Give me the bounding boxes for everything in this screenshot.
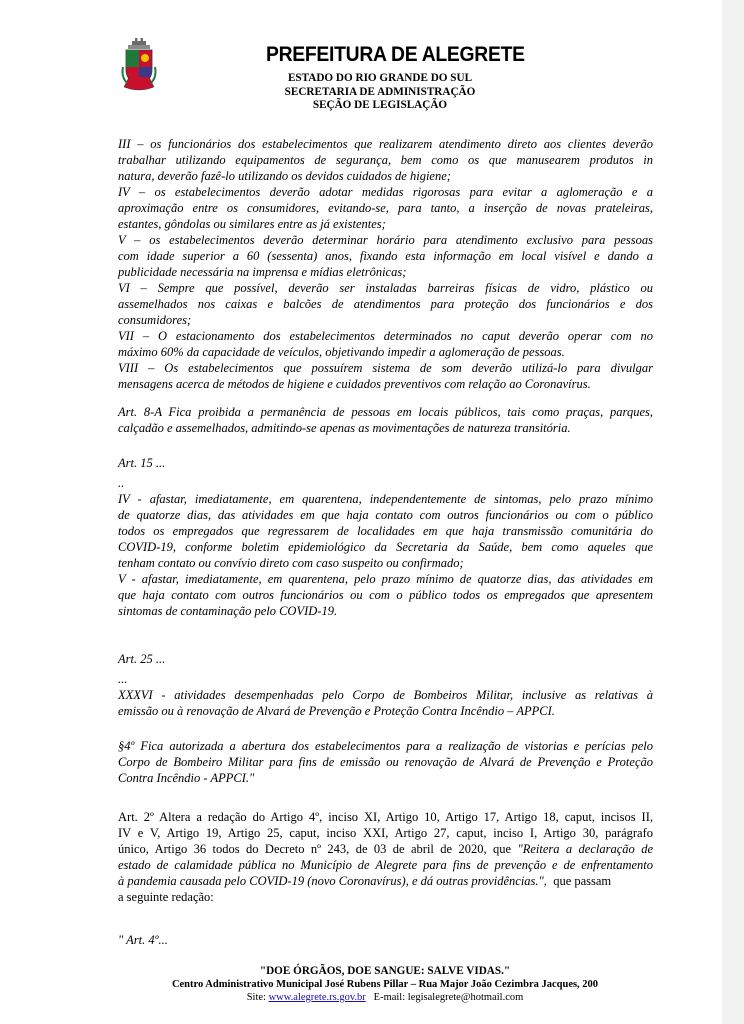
inciso-viii-line: VIII – Os estabelecimentos que possuírem sistema de som deverão utilizá-lo para divulgar <box>118 361 653 375</box>
right-scroll-gutter <box>722 0 744 1024</box>
footer <box>120 965 650 1004</box>
art-25-ellipsis: ... <box>118 672 128 686</box>
art-2-line: IV e V, Artigo 19, Artigo 25, caput, inciso XXI, Artigo 27, caput, inciso I, Artigo 30, parágrafo <box>118 826 653 840</box>
art-8a-paragraph <box>118 404 653 436</box>
header-secretariat: SECRETARIA DE ADMINISTRAÇÃO <box>284 86 476 98</box>
inciso-iv-line: estantes, gôndolas ou similares entre as já existentes; <box>118 217 386 231</box>
paragraph-4-line: Contra Incêndio - APPCI." <box>118 771 255 785</box>
inciso-vii-line: VII – O estacionamento dos estabelecimentos determinados no caput deverão operar com no <box>118 329 653 343</box>
inciso-v-line: com idade superior a 60 (sessenta) anos, fixando esta informação em local visível e dando a <box>118 249 653 263</box>
art-15-heading: Art. 15 ... <box>118 456 166 470</box>
header-state: ESTADO DO RIO GRANDE DO SUL <box>287 72 473 84</box>
header-section: SEÇÃO DE LEGISLAÇÃO <box>312 99 448 111</box>
art-15-iv-line: de quatorze dias, das atividades em que haja contato com outros funcionários ou com o público <box>118 508 653 522</box>
inciso-v-line: V – os estabelecimentos deverão determinar horário para atendimento exclusivo para pessoas <box>118 233 653 247</box>
art-2-line <box>118 873 653 889</box>
inciso-vi-line: assemelhados nos caixas e balcões de atendimentos para proteção dos funcionários e dos <box>118 297 653 311</box>
art-15-v-line: sintomas de contaminação pelo COVID-19. <box>118 604 338 618</box>
footer-slogan: "DOE ÓRGÃOS, DOE SANGUE: SALVE VIDAS." <box>259 965 511 977</box>
art-15-iv-line: todos os empregados que regressarem de localidades em que haja transmissão comunitária do <box>118 524 653 538</box>
art-15-ellipsis: .. <box>118 476 125 490</box>
site-link[interactable]: www.alegrete.rs.gov.br <box>268 992 366 1003</box>
art-2-quote-text: "Reitera a declaração de <box>517 842 653 856</box>
inciso-iii-line: trabalhar utilizando equipamentos de segurança, bem como os que manusearem produtos in <box>118 153 653 167</box>
art-15-iv-line: COVID-19, conforme boletim epidemiológico da Secretaria da Saúde, bem como aqueles que <box>118 540 653 554</box>
email-address[interactable]: legisalegrete@hotmail.com <box>407 992 524 1003</box>
art-15-iv-line: tenham contato ou convívio direto com caso suspeito ou confirmado; <box>118 556 464 570</box>
art-8a-line: Art. 8-A Fica proibida a permanência de pessoas em locais públicos, tais como praças, parques, <box>118 405 653 419</box>
incisos-block <box>118 136 653 392</box>
footer-contact <box>120 991 650 1004</box>
art-2-text: que passam <box>546 874 612 888</box>
art-2-line <box>118 841 653 857</box>
paragraph-4-line: Corpo de Bombeiro Militar para fins de emissão ou renovação de Alvará de Prevenção e Proteção <box>118 755 653 769</box>
page-title: PREFEITURA DE ALEGRETE <box>266 43 525 66</box>
art-2-line: Art. 2º Altera a redação do Artigo 4º, inciso XI, Artigo 10, Artigo 17, Artigo 18, caput, incisos II, <box>118 810 653 824</box>
inciso-iv-line: IV – os estabelecimentos deverão adotar medidas rigorosas para evitar a aglomeração e a <box>118 185 653 199</box>
art-2-line: estado de calamidade pública no Município de Alegrete para fins de prevenção e de enfrentamento <box>118 858 653 872</box>
art-15-v-line: V - afastar, imediatamente, em quarentena, pelo prazo mínimo de quatorze dias, das atividades em <box>118 572 653 586</box>
art-25-heading: Art. 25 ... <box>118 652 166 666</box>
art-25-xxxvi-line: XXXVI - atividades desempenhadas pelo Corpo de Bombeiros Militar, inclusive as relativas à <box>118 688 653 702</box>
art-15-iv-line: IV - afastar, imediatamente, em quarentena, independentemente de sintomas, pelo prazo mínimo <box>118 492 653 506</box>
paragraph-4 <box>118 738 653 786</box>
art-25-section <box>118 651 653 719</box>
coat-of-arms-icon <box>121 37 157 93</box>
inciso-iv-line: aproximação entre os consumidores, evitando-se, para tanto, a inserção de novas prateleiras, <box>118 201 653 215</box>
art-4-quote: " Art. 4º... <box>118 933 168 947</box>
inciso-iii-line: natura, deverão fazê-lo utilizando os devidos cuidados de higiene; <box>118 169 451 183</box>
footer-address: Centro Administrativo Municipal José Rubens Pillar – Rua Major João Cezimbra Jacques, 200 <box>171 979 599 990</box>
art-2-line: a seguinte redação: <box>118 890 214 904</box>
art-8a-line: calçadão e assemelhados, admitindo-se apenas as movimentações de natureza transitória. <box>118 421 571 435</box>
inciso-viii-line: mensagens acerca de métodos de higiene e cuidados preventivos com relação ao Coronavírus. <box>118 377 591 391</box>
inciso-iii-line: III – os funcionários dos estabelecimentos que realizarem atendimento direto aos clientes deverão <box>118 137 653 151</box>
email-label: E-mail: <box>365 992 408 1003</box>
art-2-text: único, Artigo 36 todos do Decreto nº 243, de 03 de abril de 2020, que <box>118 842 518 856</box>
inciso-vii-line: máximo 60% da capacidade de veículos, objetivando impedir a aglomeração de pessoas. <box>118 345 565 359</box>
inciso-vi-line: VI – Sempre que possível, deverão ser instaladas barreiras físicas de vidro, plástico ou <box>118 281 653 295</box>
inciso-vi-line: consumidores; <box>118 313 192 327</box>
art-2-paragraph <box>118 809 653 905</box>
paragraph-4-line: §4º Fica autorizada a abertura dos estabelecimentos para a realização de vistorias e perícias pelo <box>118 739 653 753</box>
inciso-v-line: publicidade necessária na imprensa e mídias eletrônicas; <box>118 265 407 279</box>
art-15-v-line: que haja contato com outros funcionários ou com o público todos os empregados que apresentem <box>118 588 653 602</box>
art-2-quote-text: à pandemia causada pelo COVID-19 (novo Coronavírus), e dá outras providências.", <box>118 874 547 888</box>
site-label: Site: <box>246 992 269 1003</box>
art-15-section <box>118 455 653 619</box>
art-25-xxxvi-line: emissão ou à renovação de Alvará de Prevenção e Proteção Contra Incêndio – APPCI. <box>118 704 555 718</box>
